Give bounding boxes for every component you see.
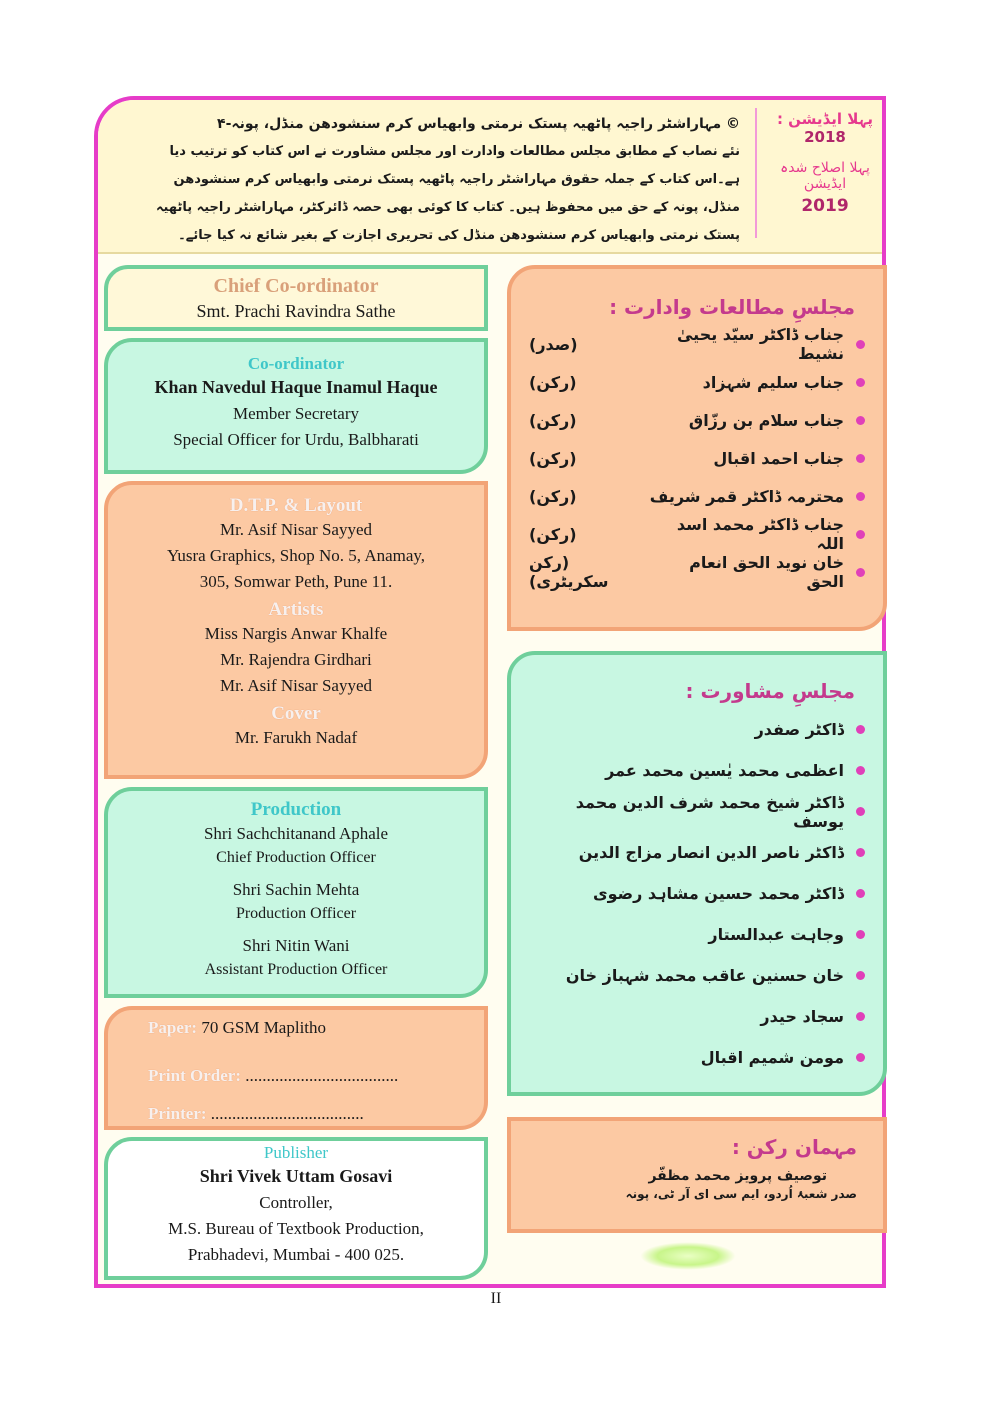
member-name: جناب احمد اقبال — [713, 448, 844, 468]
chief-name: Smt. Prachi Ravindra Sathe — [196, 301, 396, 321]
member-name: جناب ڈاکٹر سیّد یحییٰ نشیط — [676, 325, 844, 363]
member-role: (رکن) — [529, 486, 577, 506]
production-role: Chief Production Officer — [216, 849, 376, 866]
production-person: Shri Nitin Wani — [242, 936, 350, 955]
member-name: جناب سلیم شہزاد — [702, 372, 844, 392]
bullet-icon — [856, 725, 865, 734]
member-name: ڈاکٹر صفدر — [754, 720, 844, 739]
page-number: II — [490, 1290, 502, 1307]
member-name: ڈاکٹر ناصر الدین انصار مزاج الدین — [578, 843, 844, 862]
advisory-member — [529, 996, 865, 1037]
editorial-title: مجلسِ مطالعات وادارت : — [609, 295, 855, 319]
advisory-list — [529, 709, 865, 1078]
dtp-address-line1: Yusra Graphics, Shop No. 5, Anamay, — [166, 546, 426, 565]
publisher-title: Publisher — [263, 1143, 329, 1162]
editorial-member — [529, 363, 865, 401]
paper-label: Paper: — [148, 1018, 198, 1037]
advisory-member — [529, 914, 865, 955]
bullet-icon — [856, 1012, 865, 1021]
member-name: جناب ڈاکٹر محمد اسد اللہ — [676, 515, 844, 553]
member-name: خان نوید الحق انعام الحق — [689, 553, 844, 591]
bullet-icon — [856, 766, 865, 775]
print-info-box — [104, 1006, 488, 1130]
print-order-label: Print Order: — [148, 1066, 241, 1085]
artists-title: Artists — [268, 599, 324, 620]
coordinator-box — [104, 338, 488, 474]
header-divider — [755, 108, 757, 238]
member-name: ڈاکٹر محمد حسین مشاہد رضوی — [592, 884, 844, 903]
editorial-member — [529, 477, 865, 515]
editorial-member — [529, 515, 865, 553]
member-role: (رکن) — [529, 410, 577, 430]
guest-role: صدر شعبۂ اُردو، ایم سی ای آر ٹی، پونہ — [625, 1187, 857, 1201]
publisher-address-line2: Prabhadevi, Mumbai - 400 025. — [187, 1245, 405, 1264]
guest-member-box — [507, 1117, 887, 1233]
bullet-icon — [856, 568, 865, 577]
production-role: Assistant Production Officer — [204, 961, 388, 978]
print-order-line — [148, 1066, 398, 1086]
editorial-member — [529, 439, 865, 477]
advisory-member — [529, 873, 865, 914]
advisory-member — [529, 750, 865, 791]
member-role: (رکن) — [529, 448, 577, 468]
member-role: (صدر) — [529, 334, 578, 354]
bullet-icon — [856, 416, 865, 425]
editorial-board-box — [507, 265, 887, 631]
cover-title: Cover — [271, 703, 321, 724]
artist-item: Mr. Asif Nisar Sayyed — [219, 676, 373, 695]
bullet-icon — [856, 492, 865, 501]
edition1-label: پہلا ایڈیشن : — [776, 110, 874, 128]
editorial-member — [529, 401, 865, 439]
advisory-member — [529, 832, 865, 873]
guest-name: توصیف پرویز محمد مظفّر — [648, 1168, 827, 1184]
dtp-name: Mr. Asif Nisar Sayyed — [219, 520, 373, 539]
member-name: جناب سلام بن رزّاق — [688, 410, 844, 430]
advisory-board-box — [507, 651, 887, 1096]
dtp-address-line2: 305, Somwar Peth, Pune 11. — [199, 572, 393, 591]
publisher-role: Controller, — [259, 1193, 333, 1212]
printer-value: .................................... — [210, 1104, 364, 1123]
member-name: وجاہت عبدالستار — [708, 925, 844, 944]
production-person: Shri Sachin Mehta — [232, 880, 360, 899]
member-name: اعظمی محمد یٰسین محمد عمر — [605, 761, 844, 780]
copyright-line: © مہاراشٹر راجیہ پاٹھیہ پستک نرمتی وابھیاس کرم سنشودھن منڈل، پونہ-۴ — [217, 116, 740, 132]
member-role: (رکن سکریٹری) — [529, 553, 609, 591]
cover-name: Mr. Farukh Nadaf — [234, 728, 358, 747]
member-name: مومن شمیم اقبال — [700, 1048, 844, 1067]
advisory-member — [529, 1037, 865, 1078]
advisory-title: مجلسِ مشاورت : — [685, 679, 855, 703]
publisher-name: Shri Vivek Uttam Gosavi — [199, 1166, 393, 1186]
advisory-member — [529, 955, 865, 996]
member-role: (رکن) — [529, 524, 577, 544]
bullet-icon — [856, 807, 865, 816]
guest-title: مہمان رکن : — [731, 1135, 857, 1159]
member-role: (رکن) — [529, 372, 577, 392]
production-person: Shri Sachchitanand Aphale — [203, 824, 389, 843]
coordinator-role: Member Secretary — [232, 404, 360, 423]
coordinator-office: Special Officer for Urdu, Balbharati — [173, 430, 419, 449]
coordinator-name: Khan Navedul Haque Inamul Haque — [154, 377, 438, 397]
edition1-year: 2018 — [804, 128, 846, 146]
advisory-member — [529, 791, 865, 832]
chief-coordinator-box — [104, 265, 488, 331]
editorial-member — [529, 553, 865, 591]
copyright-notice — [150, 110, 740, 250]
member-name: محترمہ ڈاکٹر قمر شریف — [649, 486, 844, 506]
printer-label: Printer: — [148, 1104, 207, 1123]
production-box — [104, 787, 488, 998]
chief-title: Chief Co-ordinator — [213, 275, 379, 297]
print-order-value: .................................... — [245, 1066, 399, 1085]
artist-item: Mr. Rajendra Girdhari — [220, 650, 372, 669]
printer-line — [148, 1104, 364, 1124]
advisory-member — [529, 709, 865, 750]
paper-value: 70 GSM Maplitho — [201, 1018, 327, 1037]
member-name: سجاد حیدر — [760, 1007, 844, 1026]
dtp-box — [104, 481, 488, 779]
bullet-icon — [856, 971, 865, 980]
dtp-title: D.T.P. & Layout — [229, 495, 363, 516]
production-role: Production Officer — [235, 905, 357, 922]
editorial-member — [529, 325, 865, 363]
bullet-icon — [856, 454, 865, 463]
edition2-label: پہلا اصلاح شدہ ایڈیشن — [780, 160, 870, 192]
bullet-icon — [856, 340, 865, 349]
member-name: خان حسنین عاقب محمد شہباز خان — [565, 966, 844, 985]
bullet-icon — [856, 930, 865, 939]
bullet-icon — [856, 889, 865, 898]
edition2-year: 2019 — [801, 196, 849, 216]
editorial-list — [529, 325, 865, 591]
coordinator-title: Co-ordinator — [247, 354, 345, 373]
bullet-icon — [856, 378, 865, 387]
bullet-icon — [856, 1053, 865, 1062]
paper-line — [148, 1018, 326, 1038]
publisher-address-line1: M.S. Bureau of Textbook Production, — [168, 1219, 424, 1238]
bullet-icon — [856, 848, 865, 857]
production-title: Production — [250, 799, 342, 820]
publisher-box — [104, 1137, 488, 1280]
decorative-swirl — [640, 1242, 736, 1270]
edition-info — [770, 110, 880, 216]
bullet-icon — [856, 530, 865, 539]
copyright-body: نئے نصاب کے مطابق مجلس مطالعات وادارت اور مجلس مشاورت نے اس کتاب کو ترتیب دیا ہے۔اس کتاب کے جملہ حقوق مہاراشٹر راجیہ پاٹھیہ پستک نرمتی وابھیاس کرم سنشودھن منڈل، پونہ کے حق میں محفوظ ہیں۔ کتاب کا کوئی بھی حصہ ڈائرکٹر، مہاراشٹر راجیہ پاٹھیہ پستک نرمتی وابھیاس کرم سنشودھن منڈل کی تحریری اجازت کے بغیر شائع نہ کیا جائے۔ — [155, 144, 740, 243]
artist-item: Miss Nargis Anwar Khalfe — [204, 624, 388, 643]
member-name: ڈاکٹر شیخ محمد شرف الدین محمد یوسف — [575, 792, 844, 831]
